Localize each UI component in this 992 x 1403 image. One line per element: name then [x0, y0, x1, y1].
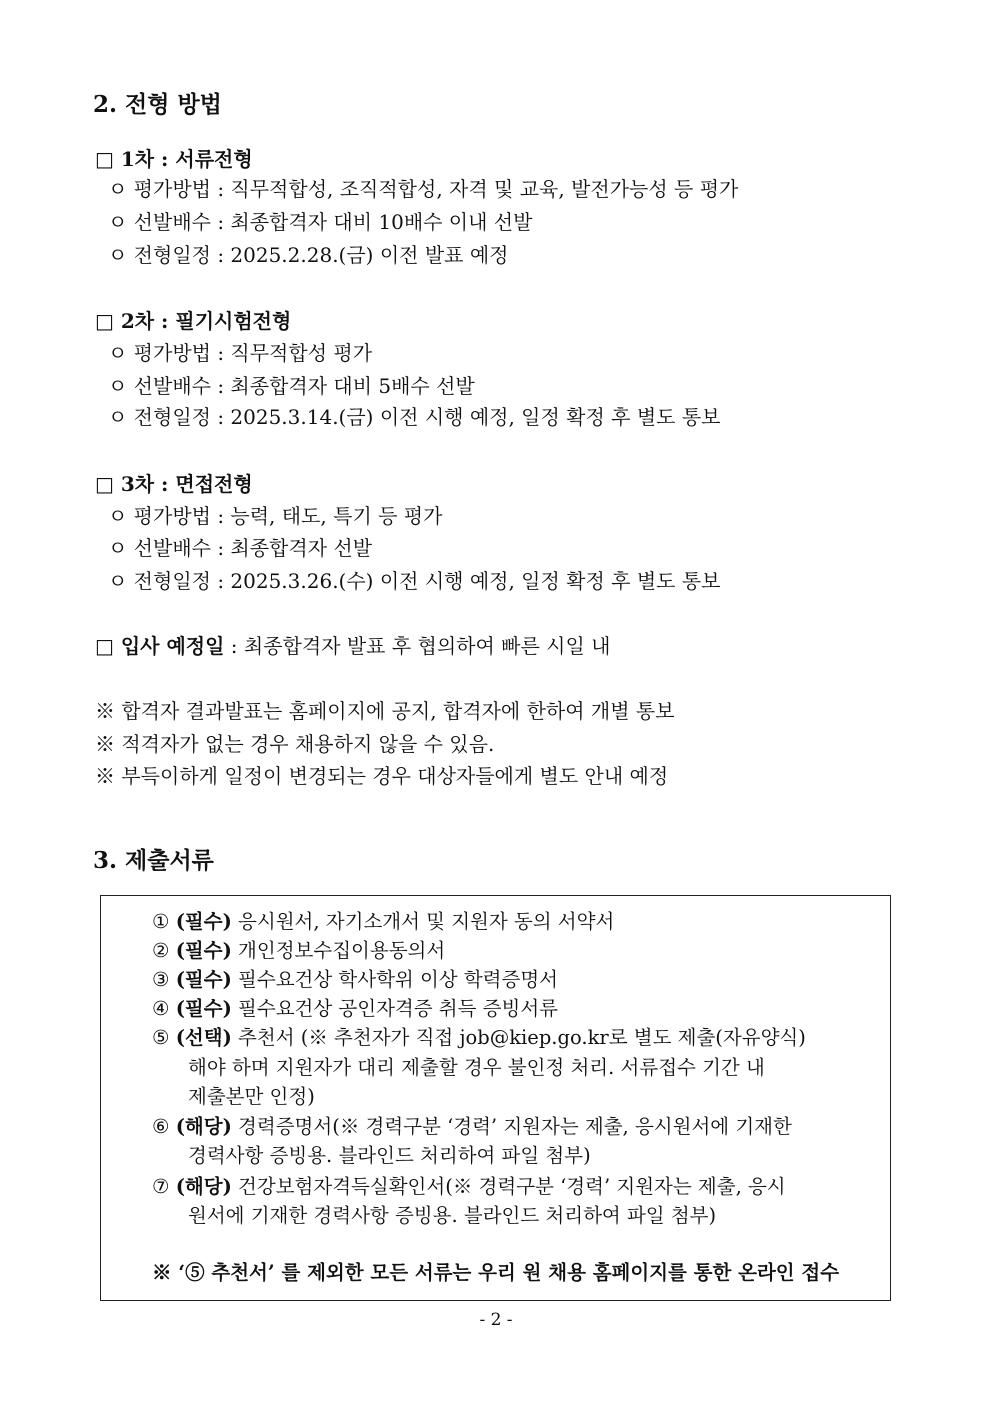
document-item-7 — [152, 1172, 786, 1201]
page-number: - 2 - — [479, 1310, 513, 1330]
document-number: ② — [152, 939, 170, 962]
document-item-2 — [152, 936, 445, 965]
document-number: ① — [152, 910, 170, 933]
join-date-label: □ 입사 예정일 — [95, 634, 225, 658]
note-item: ※ 부득이하게 일정이 변경되는 경우 대상자들에게 별도 안내 예정 — [95, 764, 669, 788]
stage-2-item: ㅇ 선발배수 : 최종합격자 대비 5배수 선발 — [108, 374, 475, 398]
join-date-text: : 최종합격자 발표 후 협의하여 빠른 시일 내 — [224, 634, 611, 658]
stage-3-item: ㅇ 평가방법 : 능력, 태도, 특기 등 평가 — [108, 504, 443, 528]
document-item-6 — [152, 1112, 792, 1141]
document-item-1 — [152, 907, 614, 936]
document-tag: (해당) — [175, 1175, 232, 1198]
section-2-title: 2. 전형 방법 — [93, 91, 222, 118]
document-number: ③ — [152, 968, 170, 991]
document-tag: (선택) — [175, 1026, 232, 1049]
document-number: ④ — [152, 997, 170, 1020]
online-submission-notice: ※ ‘⑤ 추천서’ 를 제외한 모든 서류는 우리 원 채용 홈페이지를 통한 온라인 접수 — [152, 1261, 840, 1284]
stage-1-item: ㅇ 평가방법 : 직무적합성, 조직적합성, 자격 및 교육, 발전가능성 등 평가 — [108, 177, 739, 201]
stage-3-item: ㅇ 전형일정 : 2025.3.26.(수) 이전 시행 예정, 일정 확정 후 별도 통보 — [108, 569, 721, 593]
stage-2-item: ㅇ 평가방법 : 직무적합성 평가 — [108, 341, 373, 365]
document-tag: (필수) — [175, 910, 232, 933]
stage-1-heading: □ 1차 : 서류전형 — [95, 147, 253, 171]
document-text: 건강보험자격득실확인서(※ 경력구분 ‘경력’ 지원자는 제출, 응시 — [231, 1175, 786, 1198]
stage-2-heading: □ 2차 : 필기시험전형 — [95, 309, 292, 333]
document-text: 개인정보수집이용동의서 — [231, 939, 446, 962]
document-item-7-continuation: 원서에 기재한 경력사항 증빙용. 블라인드 처리하여 파일 첨부) — [188, 1204, 717, 1227]
document-tag: (필수) — [175, 939, 232, 962]
document-item-4 — [152, 994, 558, 1023]
document-number: ⑤ — [152, 1026, 170, 1049]
document-item-6-continuation: 경력사항 증빙용. 블라인드 처리하여 파일 첨부) — [188, 1144, 591, 1167]
document-text: 경력증명서(※ 경력구분 ‘경력’ 지원자는 제출, 응시원서에 기재한 — [231, 1115, 792, 1138]
document-item-3 — [152, 965, 558, 994]
note-item: ※ 적격자가 없는 경우 채용하지 않을 수 있음. — [95, 732, 495, 756]
document-item-5-continuation: 해야 하며 지원자가 대리 제출할 경우 불인정 처리. 서류접수 기간 내 — [188, 1056, 765, 1079]
document-tag: (필수) — [175, 997, 232, 1020]
stage-1-item: ㅇ 전형일정 : 2025.2.28.(금) 이전 발표 예정 — [108, 243, 509, 267]
document-text: 응시원서, 자기소개서 및 지원자 동의 서약서 — [231, 910, 615, 933]
document-text: 추천서 (※ 추천자가 직접 job@kiep.go.kr로 별도 제출(자유양식) — [231, 1026, 806, 1049]
document-item-5 — [152, 1023, 806, 1052]
stage-3-item: ㅇ 선발배수 : 최종합격자 선발 — [108, 536, 373, 560]
document-item-5-continuation: 제출본만 인정) — [188, 1085, 315, 1108]
stage-1-item: ㅇ 선발배수 : 최종합격자 대비 10배수 이내 선발 — [108, 210, 533, 234]
document-number: ⑥ — [152, 1115, 170, 1138]
document-tag: (필수) — [175, 968, 232, 991]
join-date — [95, 633, 610, 659]
stage-3-heading: □ 3차 : 면접전형 — [95, 472, 253, 496]
document-text: 필수요건상 학사학위 이상 학력증명서 — [231, 968, 559, 991]
section-3-title: 3. 제출서류 — [93, 847, 214, 874]
document-text: 필수요건상 공인자격증 취득 증빙서류 — [231, 997, 559, 1020]
document-tag: (해당) — [175, 1115, 232, 1138]
stage-2-item: ㅇ 전형일정 : 2025.3.14.(금) 이전 시행 예정, 일정 확정 후 별도 통보 — [108, 405, 721, 429]
note-item: ※ 합격자 결과발표는 홈페이지에 공지, 합격자에 한하여 개별 통보 — [95, 699, 675, 723]
document-number: ⑦ — [152, 1175, 170, 1198]
